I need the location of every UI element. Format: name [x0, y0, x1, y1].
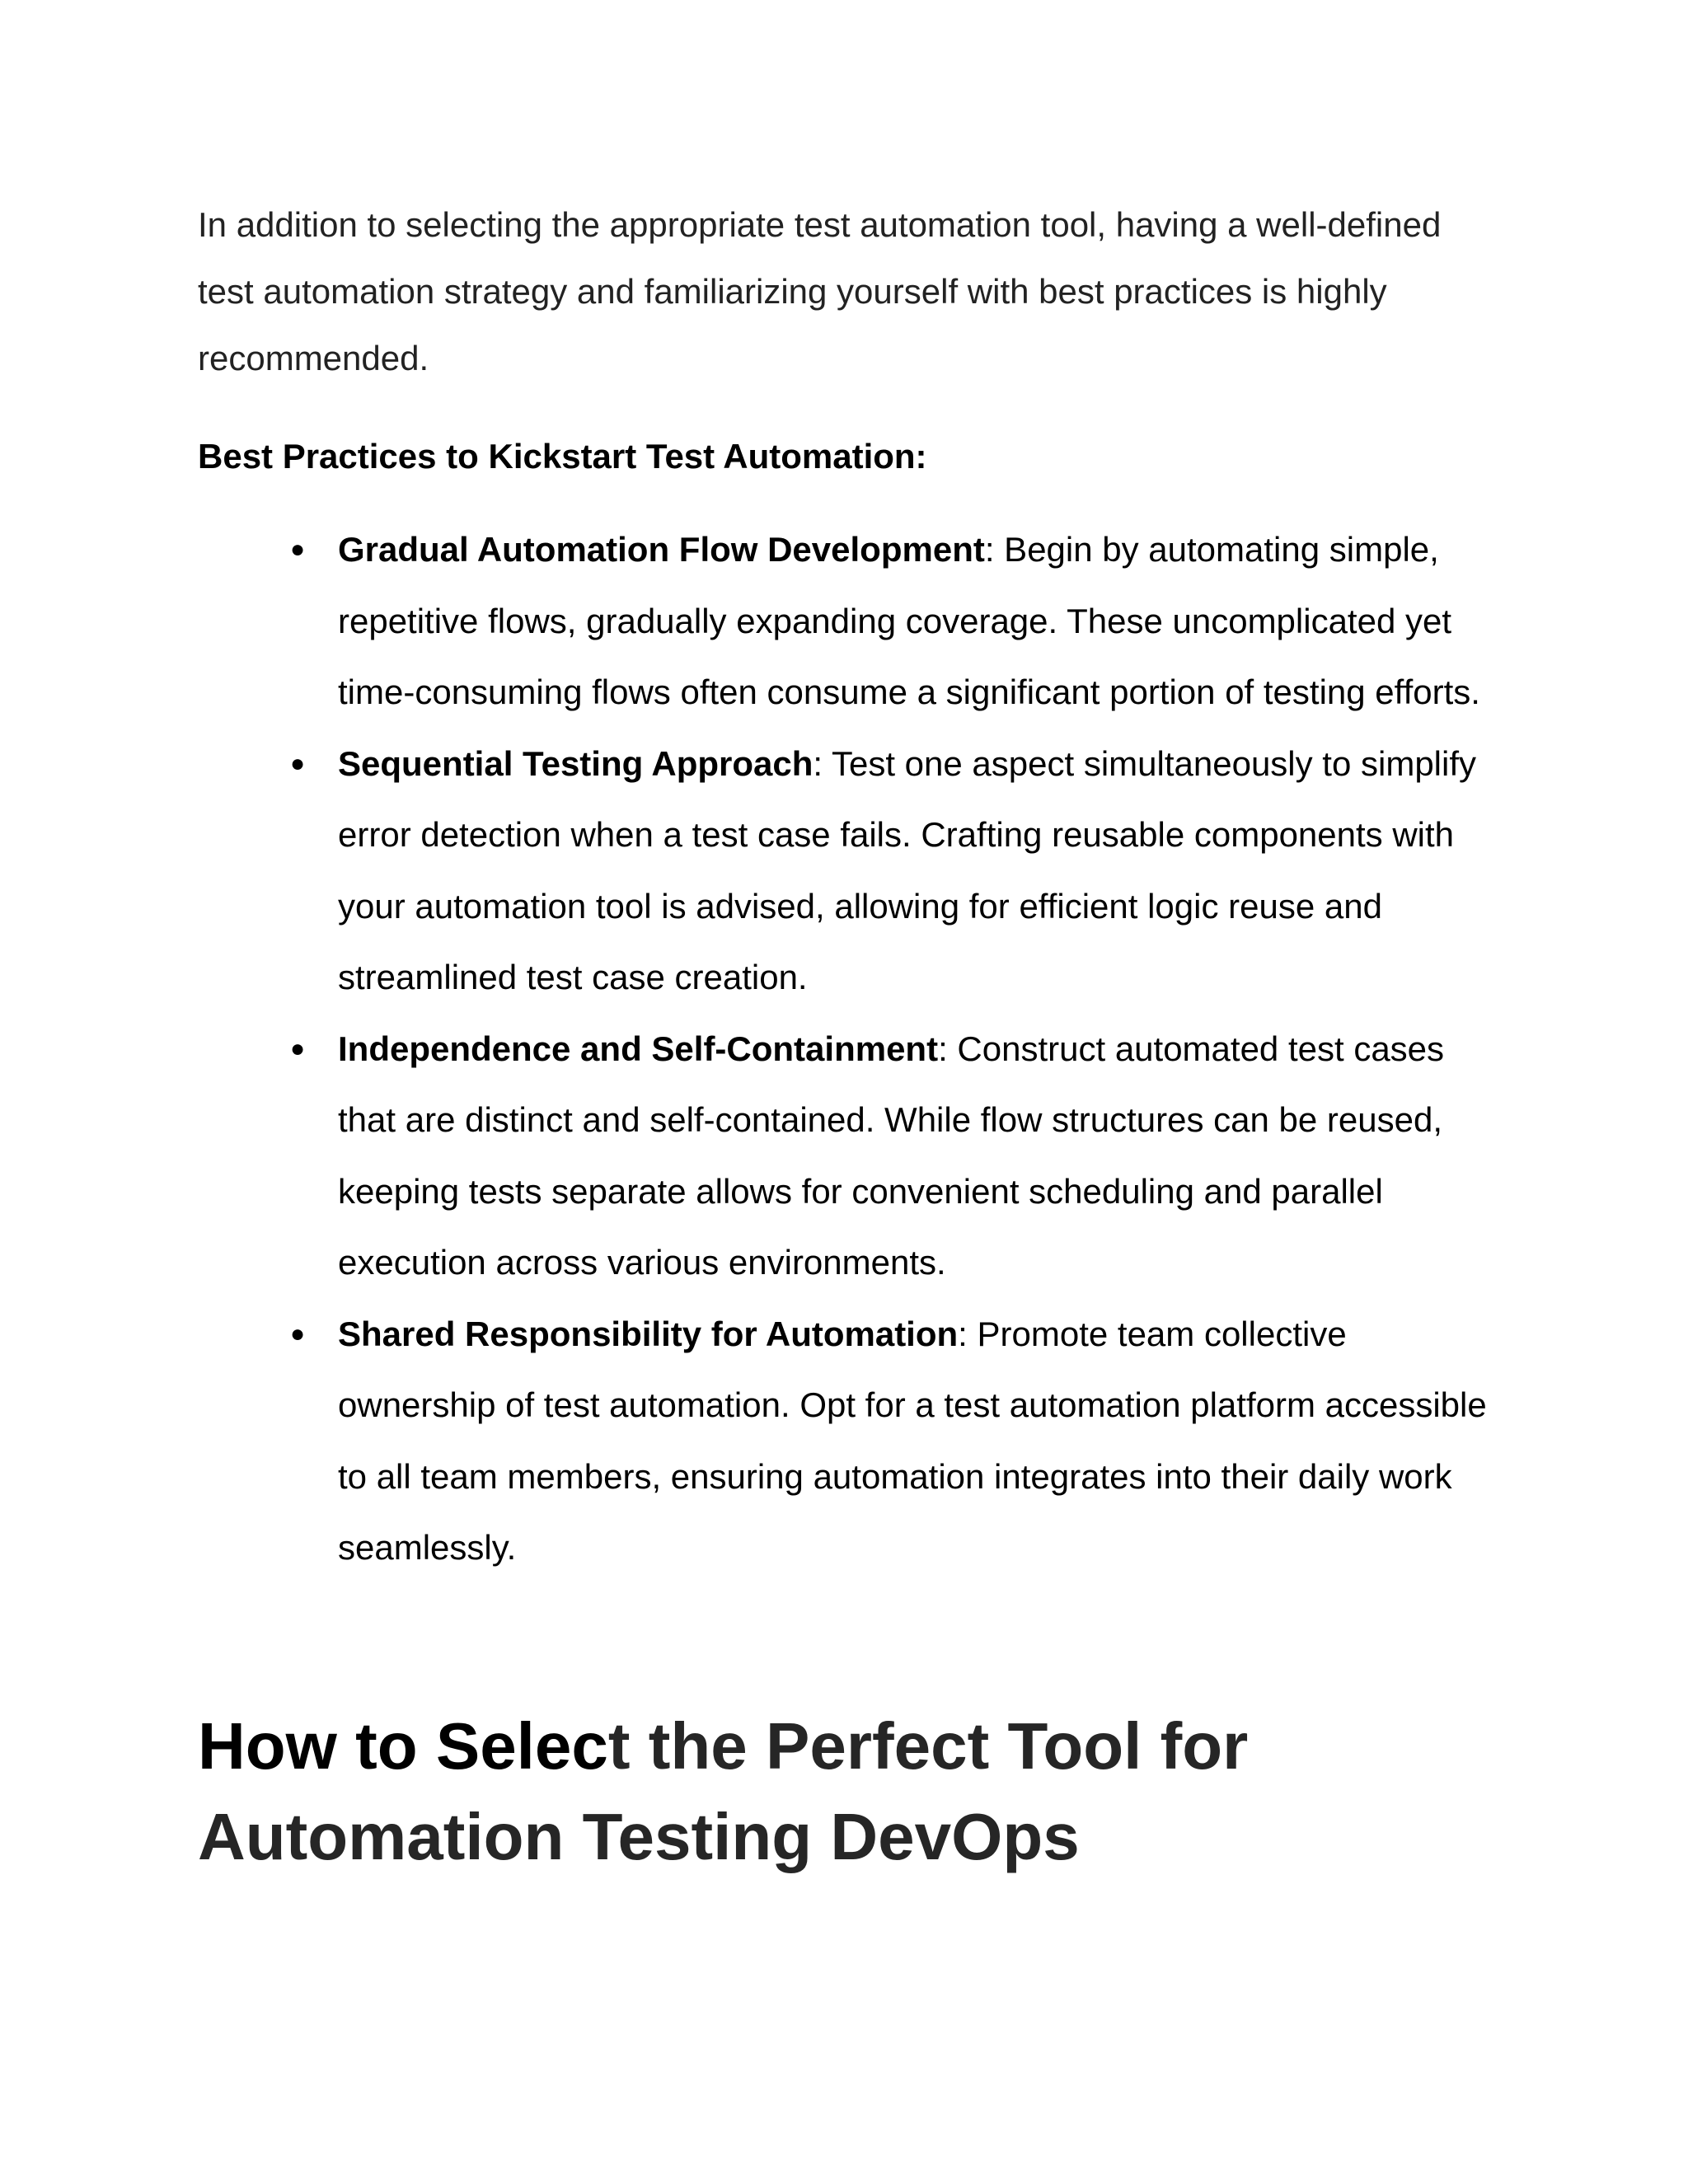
list-item: [198, 729, 1500, 1014]
practice-text: : Test one aspect simultaneously to simplify error detection when a test case fails. Crafting reusable components with your automation tool is advised, allowing for efficient logic reuse and streamlined test case creation.: [338, 743, 1477, 996]
list-item: [198, 1014, 1500, 1299]
bullet-icon: ●: [290, 536, 306, 563]
list-item: [198, 514, 1500, 729]
practice-text: : Begin by automating simple, repetitive flows, gradually expanding coverage. These uncomplicated yet time-consuming flows often consume a significant portion of testing efforts.: [338, 530, 1480, 711]
practice-text: : Construct automated test cases that are distinct and self-contained. While flow structures can be reused, keeping tests separate allows for convenient scheduling and parallel execution across various environments.: [338, 1029, 1445, 1282]
practice-title: Gradual Automation Flow Development: [338, 530, 985, 569]
best-practices-subheading: Best Practices to Kickstart Test Automation:: [198, 437, 927, 476]
bullet-icon: ●: [290, 1034, 306, 1062]
list-item: [198, 1299, 1500, 1584]
practice-title: Shared Responsibility for Automation: [338, 1314, 959, 1353]
practice-title: Independence and Self-Containment: [338, 1029, 939, 1068]
bullet-icon: ●: [290, 749, 306, 777]
section-heading-start: How to Selec: [198, 1709, 608, 1783]
section-heading: [198, 1701, 1500, 1882]
bullet-icon: ●: [290, 1319, 306, 1347]
best-practices-list: [198, 514, 1500, 1584]
practice-text: : Promote team collective ownership of test automation. Opt for a test automation platform accessible to all team members, ensuring automation integrates into their daily work seamlessly.: [338, 1314, 1487, 1567]
practice-title: Sequential Testing Approach: [338, 743, 814, 783]
section-heading-rest: t the Perfect Tool for Automation Testing DevOps: [198, 1709, 1249, 1873]
intro-paragraph: In addition to selecting the appropriate test automation tool, having a well-defined test automation strategy and familiarizing yourself with best practices is highly recommended.: [198, 205, 1442, 377]
